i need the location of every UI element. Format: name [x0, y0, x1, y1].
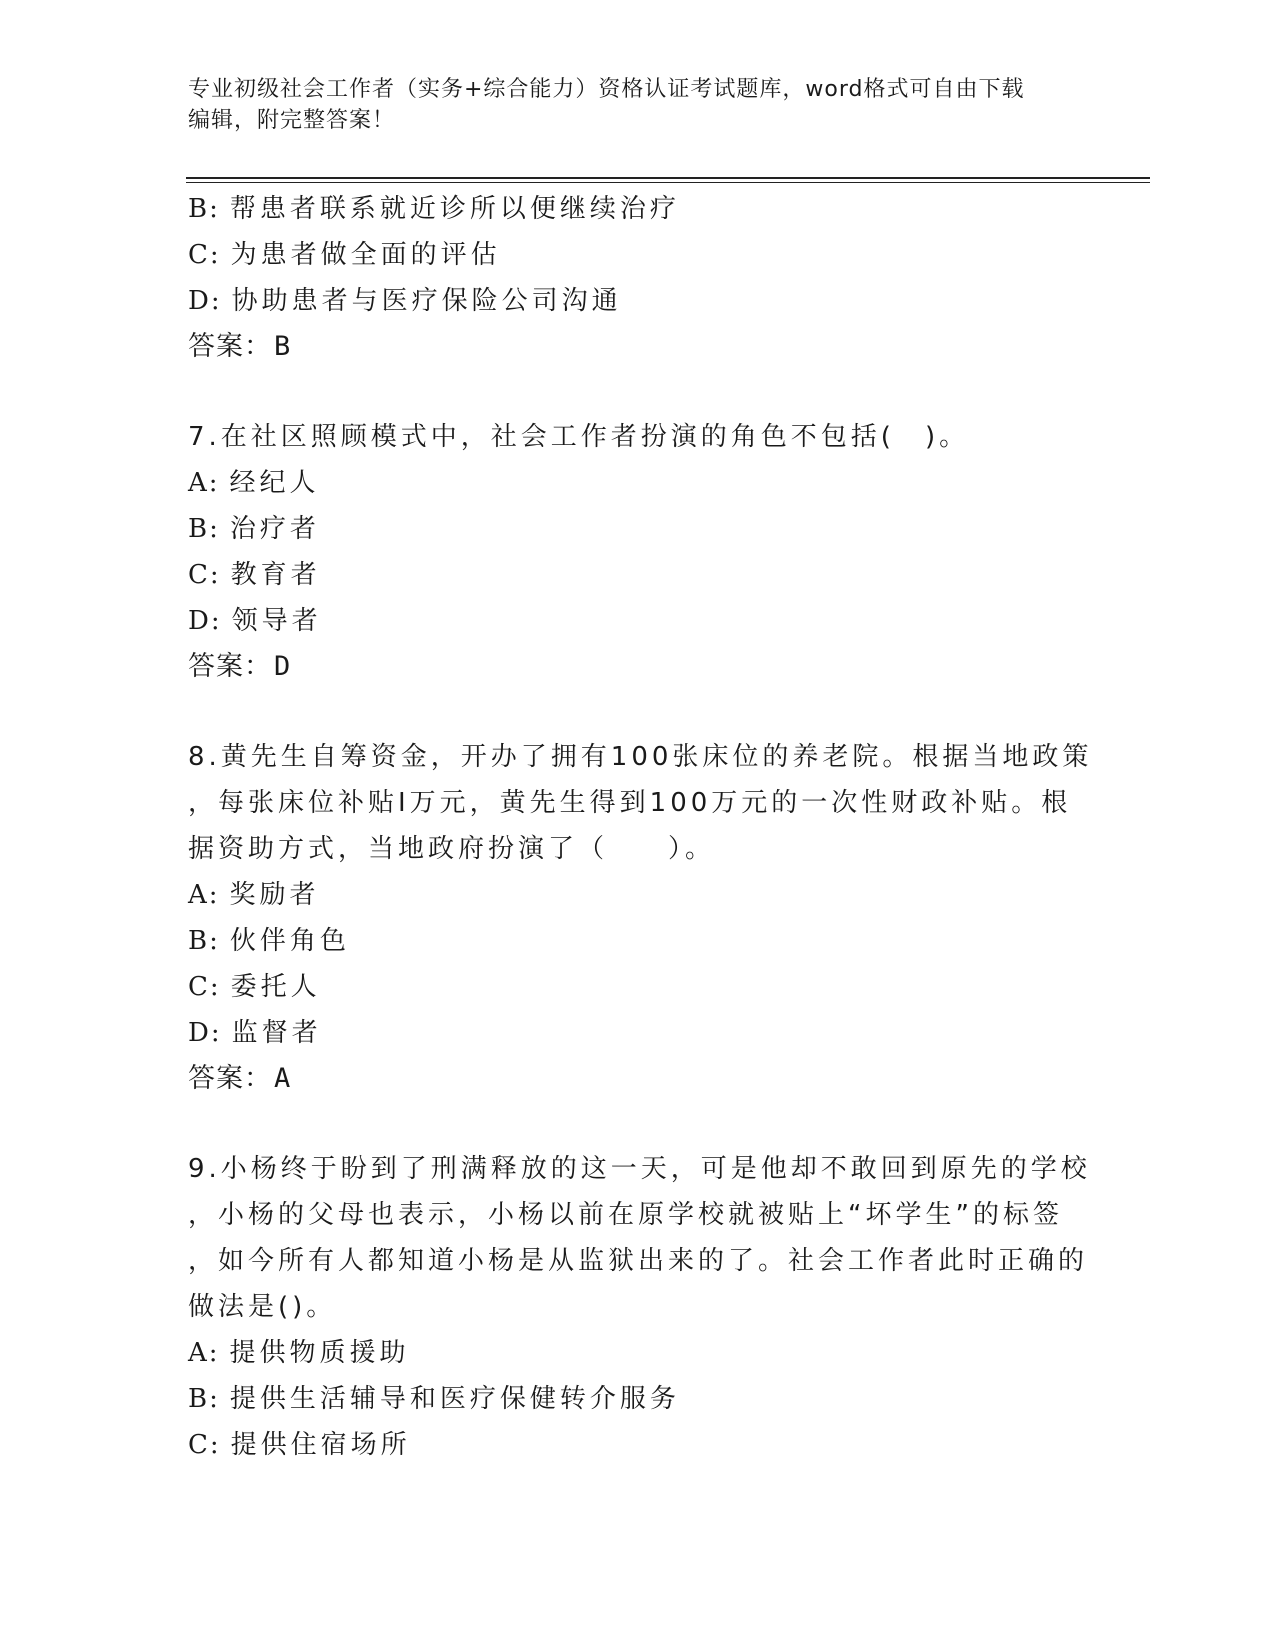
option-text: 提供住宿场所	[230, 1430, 411, 1460]
question-7	[188, 414, 1068, 690]
option-d	[188, 598, 1068, 644]
question-stem: ，小杨的父母也表示，小杨以前在原学校就被贴上“坏学生”的标签	[188, 1200, 1063, 1230]
option-label: A:	[188, 1338, 220, 1368]
option-b	[188, 918, 1068, 964]
question-6-continued	[188, 186, 1068, 370]
option-text: 奖励者	[229, 880, 320, 910]
answer	[188, 644, 1068, 690]
option-text: 为患者做全面的评估	[230, 240, 501, 270]
answer-value: D	[274, 651, 291, 682]
answer-value: B	[274, 331, 291, 362]
answer	[188, 1056, 1068, 1102]
option-label: C:	[188, 240, 221, 270]
header-line-1: 专业初级社会工作者（实务+综合能力）资格认证考试题库，word格式可自由下载	[188, 77, 1025, 102]
option-label: B:	[188, 194, 220, 224]
option-text: 协助患者与医疗保险公司沟通	[231, 286, 622, 316]
option-text: 伙伴角色	[229, 926, 350, 956]
option-text: 经纪人	[229, 468, 320, 498]
option-label: C:	[188, 972, 221, 1002]
question-8	[188, 734, 1093, 1102]
option-text: 领导者	[231, 606, 322, 636]
header-divider	[186, 177, 1150, 183]
question-list	[188, 186, 1093, 1468]
option-c	[188, 1422, 1068, 1468]
option-label: D:	[188, 1018, 222, 1048]
option-a	[188, 1330, 1068, 1376]
option-a	[188, 872, 1068, 918]
option-text: 教育者	[230, 560, 321, 590]
option-label: C:	[188, 560, 221, 590]
answer-label: 答案：	[188, 651, 272, 682]
option-d	[188, 278, 1068, 324]
question-stem: 做法是()。	[188, 1292, 337, 1322]
question-stem: ，如今所有人都知道小杨是从监狱出来的了。社会工作者此时正确的	[188, 1246, 1089, 1276]
option-text: 提供生活辅导和医疗保健转介服务	[229, 1384, 680, 1414]
option-label: A:	[188, 468, 220, 498]
option-label: B:	[188, 1384, 220, 1414]
question-stem: 9.小杨终于盼到了刑满释放的这一天，可是他却不敢回到原先的学校	[188, 1154, 1091, 1184]
option-text: 治疗者	[229, 514, 320, 544]
option-label: D:	[188, 286, 222, 316]
question-stem: ，每张床位补贴I万元，黄先生得到100万元的一次性财政补贴。根	[188, 788, 1072, 818]
answer	[188, 324, 1068, 370]
option-text: 帮患者联系就近诊所以便继续治疗	[229, 194, 680, 224]
answer-label: 答案：	[188, 331, 272, 362]
header-line-2: 编辑，附完整答案！	[188, 108, 396, 133]
option-c	[188, 964, 1068, 1010]
answer-value: A	[274, 1063, 291, 1094]
option-label: A:	[188, 880, 220, 910]
question-stem: 据资助方式，当地政府扮演了（ ）。	[188, 834, 716, 864]
page-header	[188, 74, 1088, 136]
option-a	[188, 460, 1068, 506]
option-d	[188, 1010, 1068, 1056]
option-label: B:	[188, 514, 220, 544]
option-text: 提供物质援助	[229, 1338, 410, 1368]
option-b	[188, 1376, 1068, 1422]
option-label: D:	[188, 606, 222, 636]
option-c	[188, 552, 1068, 598]
option-b	[188, 186, 1068, 232]
option-text: 委托人	[230, 972, 321, 1002]
option-b	[188, 506, 1068, 552]
question-stem: 8.黄先生自筹资金，开办了拥有100张床位的养老院。根据当地政策	[188, 742, 1093, 772]
question-stem: 7.在社区照顾模式中，社会工作者扮演的角色不包括( )。	[188, 422, 970, 452]
option-label: B:	[188, 926, 220, 956]
question-9	[188, 1146, 1091, 1468]
option-c	[188, 232, 1068, 278]
option-text: 监督者	[231, 1018, 322, 1048]
answer-label: 答案：	[188, 1063, 272, 1094]
option-label: C:	[188, 1430, 221, 1460]
